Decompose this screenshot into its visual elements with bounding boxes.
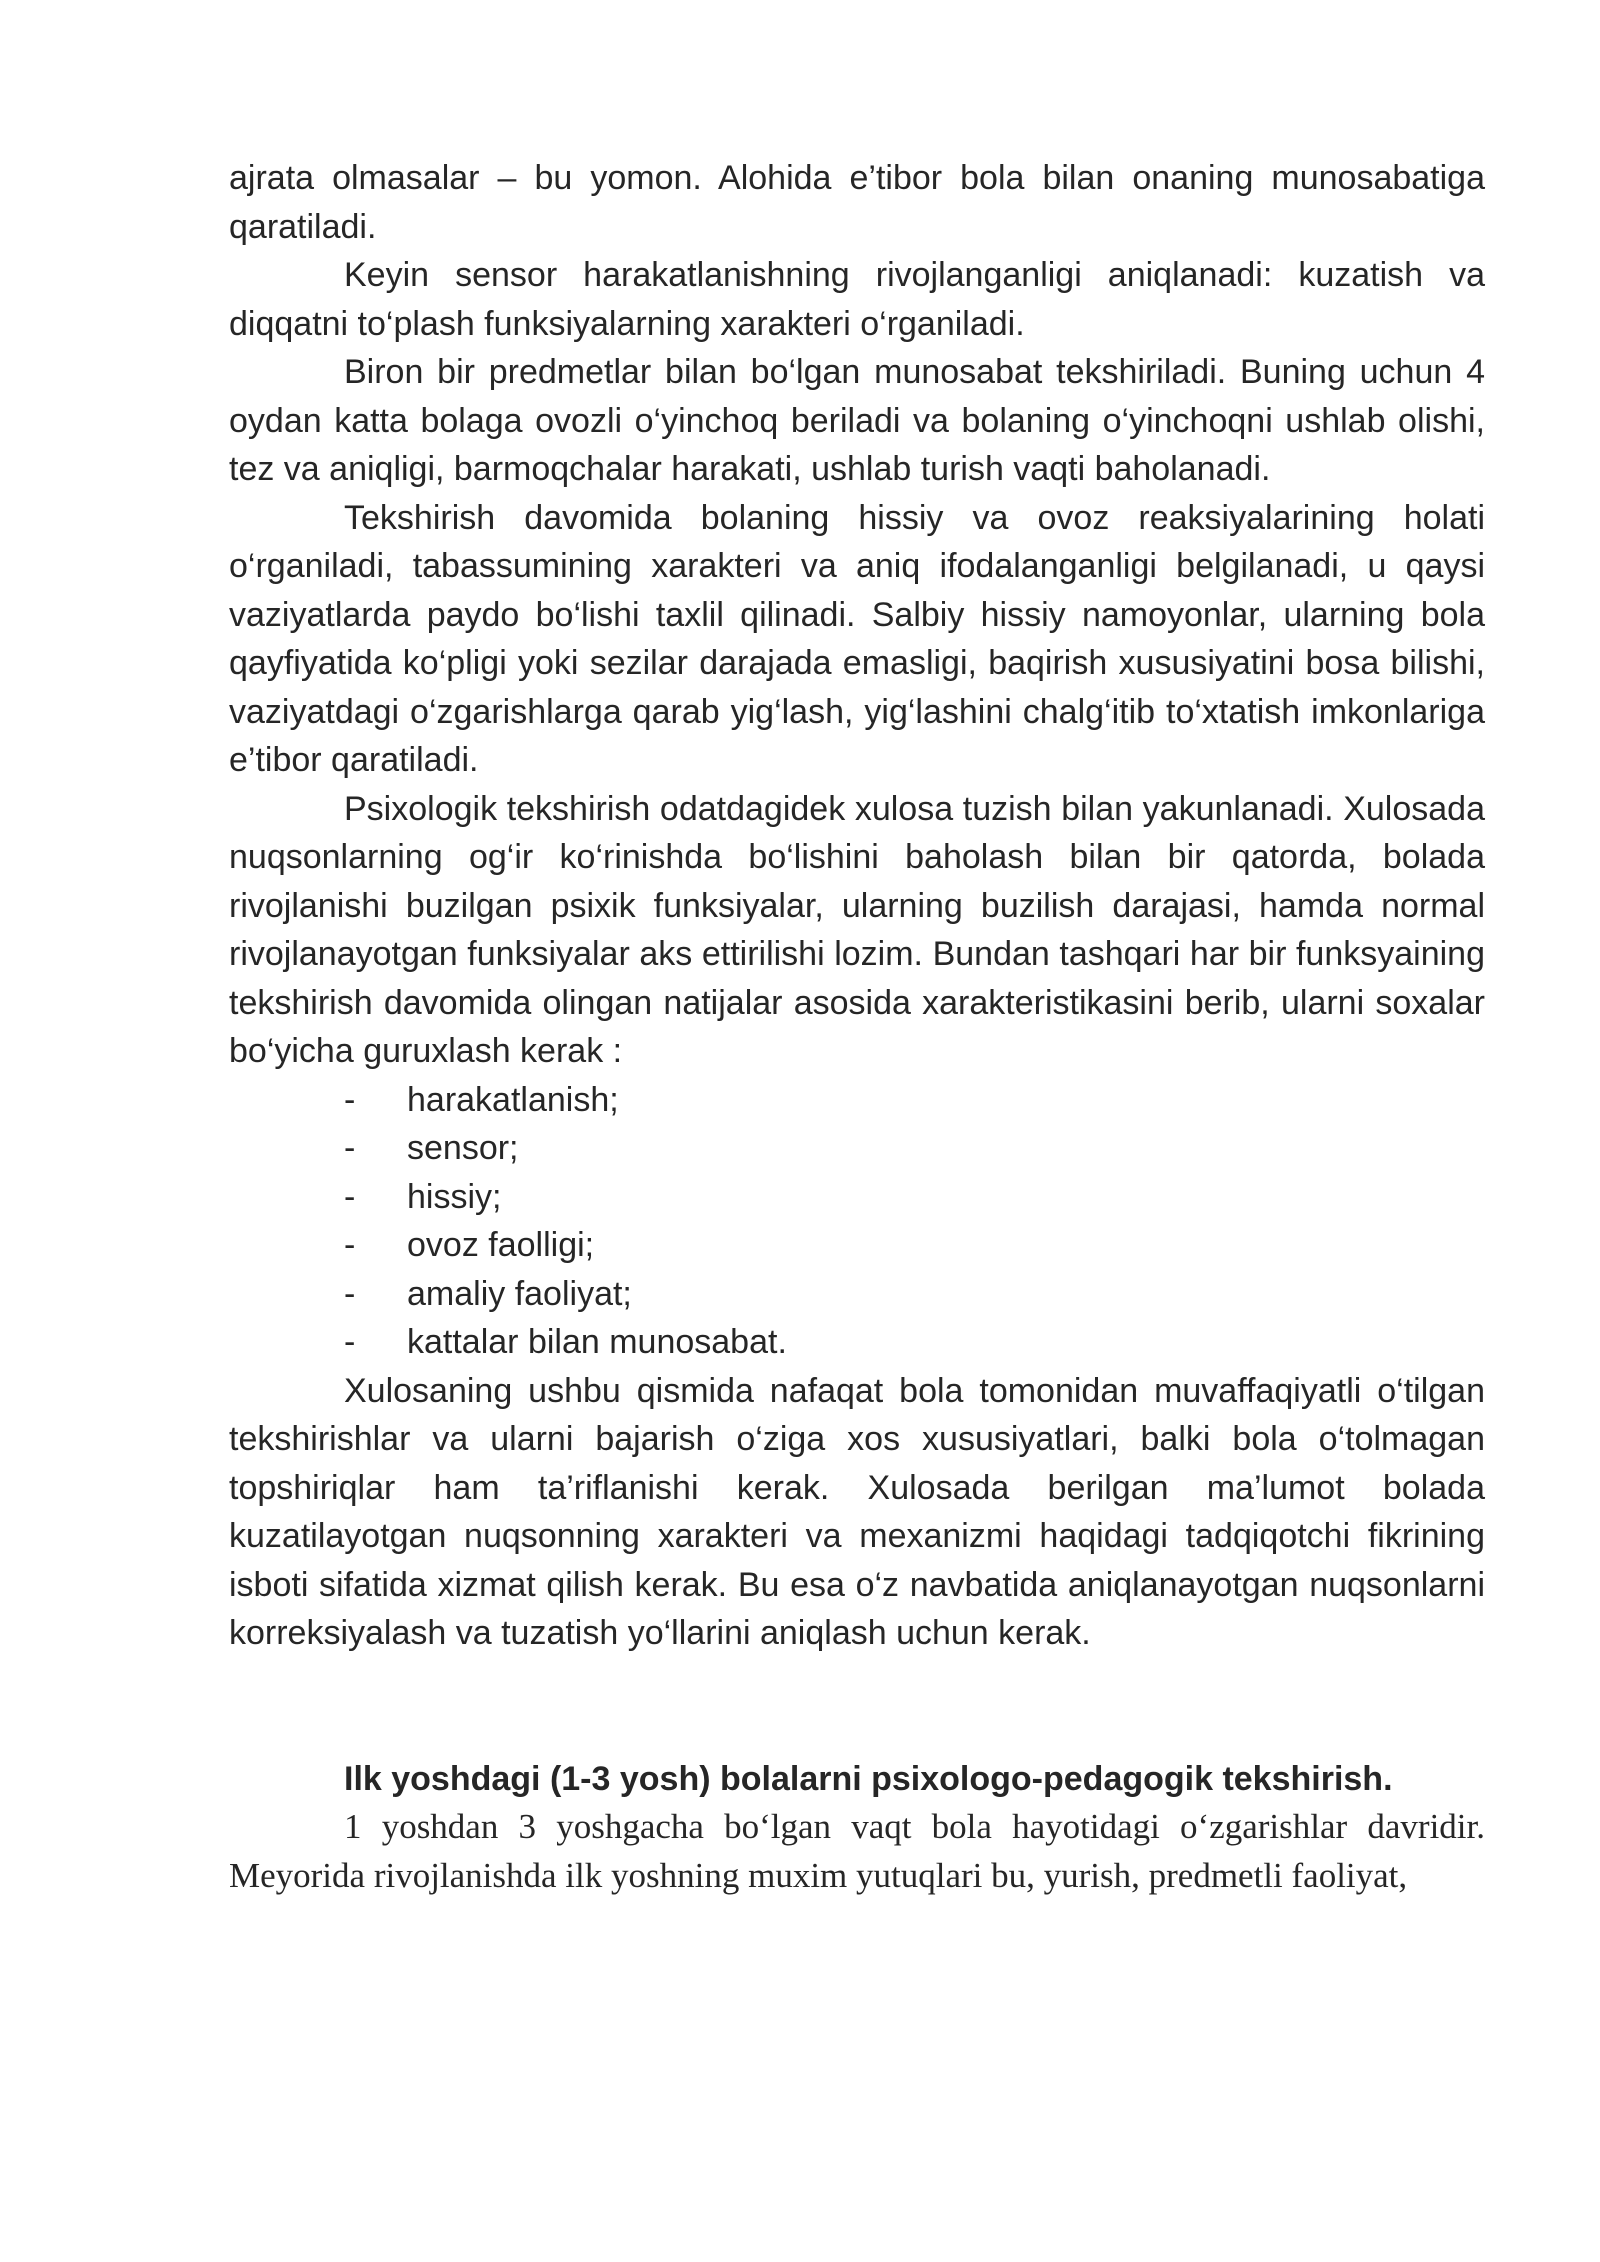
paragraph: Biron bir predmetlar bilan bo‘lgan munosabat tekshiriladi. Buning uchun 4 oydan katta bolaga ovozli o‘yinchoq beriladi va bolaning o‘yinchoqni ushlab olishi, tez va aniqligi, barmoqchalar harakati, ushlab turish vaqti baholanadi. — [229, 353, 1485, 488]
list-item — [229, 1173, 1485, 1222]
paragraph: Tekshirish davomida bolaning hissiy va ovoz reaksiyalarining holati o‘rganiladi, tabassumining xarakteri va aniq ifodalanganligi belgilanadi, u qaysi vaziyatlarda paydo bo‘lishi taxlil qilinadi. Salbiy hissiy namoyonlar, ularning bola qayfiyatida ko‘pligi yoki sezilar darajada emasligi, baqirish xususiyatini bosa bilishi, vaziyatdagi o‘zgarishlarga qarab yig‘lash, yig‘lashini chalg‘itib to‘xtatish imkonlariga e’tibor qaratiladi. — [229, 498, 1485, 779]
list-item-text: amaliy faoliyat; — [407, 1274, 632, 1313]
list-item — [229, 1270, 1485, 1319]
list-item — [229, 1318, 1485, 1367]
document-page — [229, 154, 1485, 1900]
list-item-text: kattalar bilan munosabat. — [407, 1323, 787, 1361]
list-item — [229, 1076, 1485, 1125]
list-dash: - — [344, 1323, 356, 1361]
paragraph: ajrata olmasalar – bu yomon. Alohida e’tibor bola bilan onaning munosabatiga qaratiladi. — [229, 159, 1485, 246]
paragraph: Psixologik tekshirish odatdagidek xulosa tuzish bilan yakunlanadi. Xulosada nuqsonlarning og‘ir ko‘rinishda bo‘lishini baholash bilan bir qatorda, bolada rivojlanishi buzilgan psixik funksiyalar, ularning buzilish darajasi, hamda normal rivojlanayotgan funksiyalar aks ettirilishi lozim. Bundan tashqari har bir funksyaining tekshirish davomida olingan natijalar asosida xarakteristikasini berib, ularni soxalar bo‘yicha guruxlash kerak : — [229, 789, 1485, 1070]
list-item — [229, 1221, 1485, 1270]
paragraph: Xulosaning ushbu qismida nafaqat bola tomonidan muvaffaqiyatli o‘tilgan tekshirishlar va ularni bajarish o‘ziga xos xususiyatlari, balki bola o‘tolmagan topshiriqlar ham ta’riflanishi kerak. Xulosada berilgan ma’lumot bolada kuzatilayotgan nuqsonning xarakteri va mexanizmi haqidagi tadqiqotchi fikrining isboti sifatida xizmat qilish kerak. Bu esa o‘z navbatida aniqlanayotgan nuqsonlarni korreksiyalash va tuzatish yo‘llarini aniqlash uchun kerak. — [229, 1371, 1485, 1652]
list-item-text: ovoz faolligi; — [407, 1226, 595, 1264]
section-gap — [229, 1658, 1485, 1755]
list-item-text: hissiy; — [407, 1177, 502, 1216]
list-item-text: sensor; — [407, 1129, 519, 1167]
list-item — [229, 1124, 1485, 1173]
list-dash: - — [344, 1129, 356, 1167]
list-dash: - — [344, 1080, 356, 1119]
section-heading: Ilk yoshdagi (1-3 yosh) bolalarni psixologo-pedagogik tekshirish. — [344, 1759, 1393, 1798]
list-item-text: harakatlanish; — [407, 1080, 619, 1119]
list-dash: - — [344, 1177, 356, 1216]
paragraph: 1 yoshdan 3 yoshgacha bo‘lgan vaqt bola hayotidagi o‘zgarishlar davridir. Meyorida rivojlanishda ilk yoshning muxim yutuqlari bu, yurish, predmetli faoliyat, — [229, 1807, 1485, 1895]
areas-list — [229, 1076, 1485, 1367]
paragraph: Keyin sensor harakatlanishning rivojlanganligi aniqlanadi: kuzatish va diqqatni to‘plash funksiyalarning xarakteri o‘rganiladi. — [229, 256, 1485, 343]
list-dash: - — [344, 1274, 356, 1313]
list-dash: - — [344, 1226, 356, 1264]
